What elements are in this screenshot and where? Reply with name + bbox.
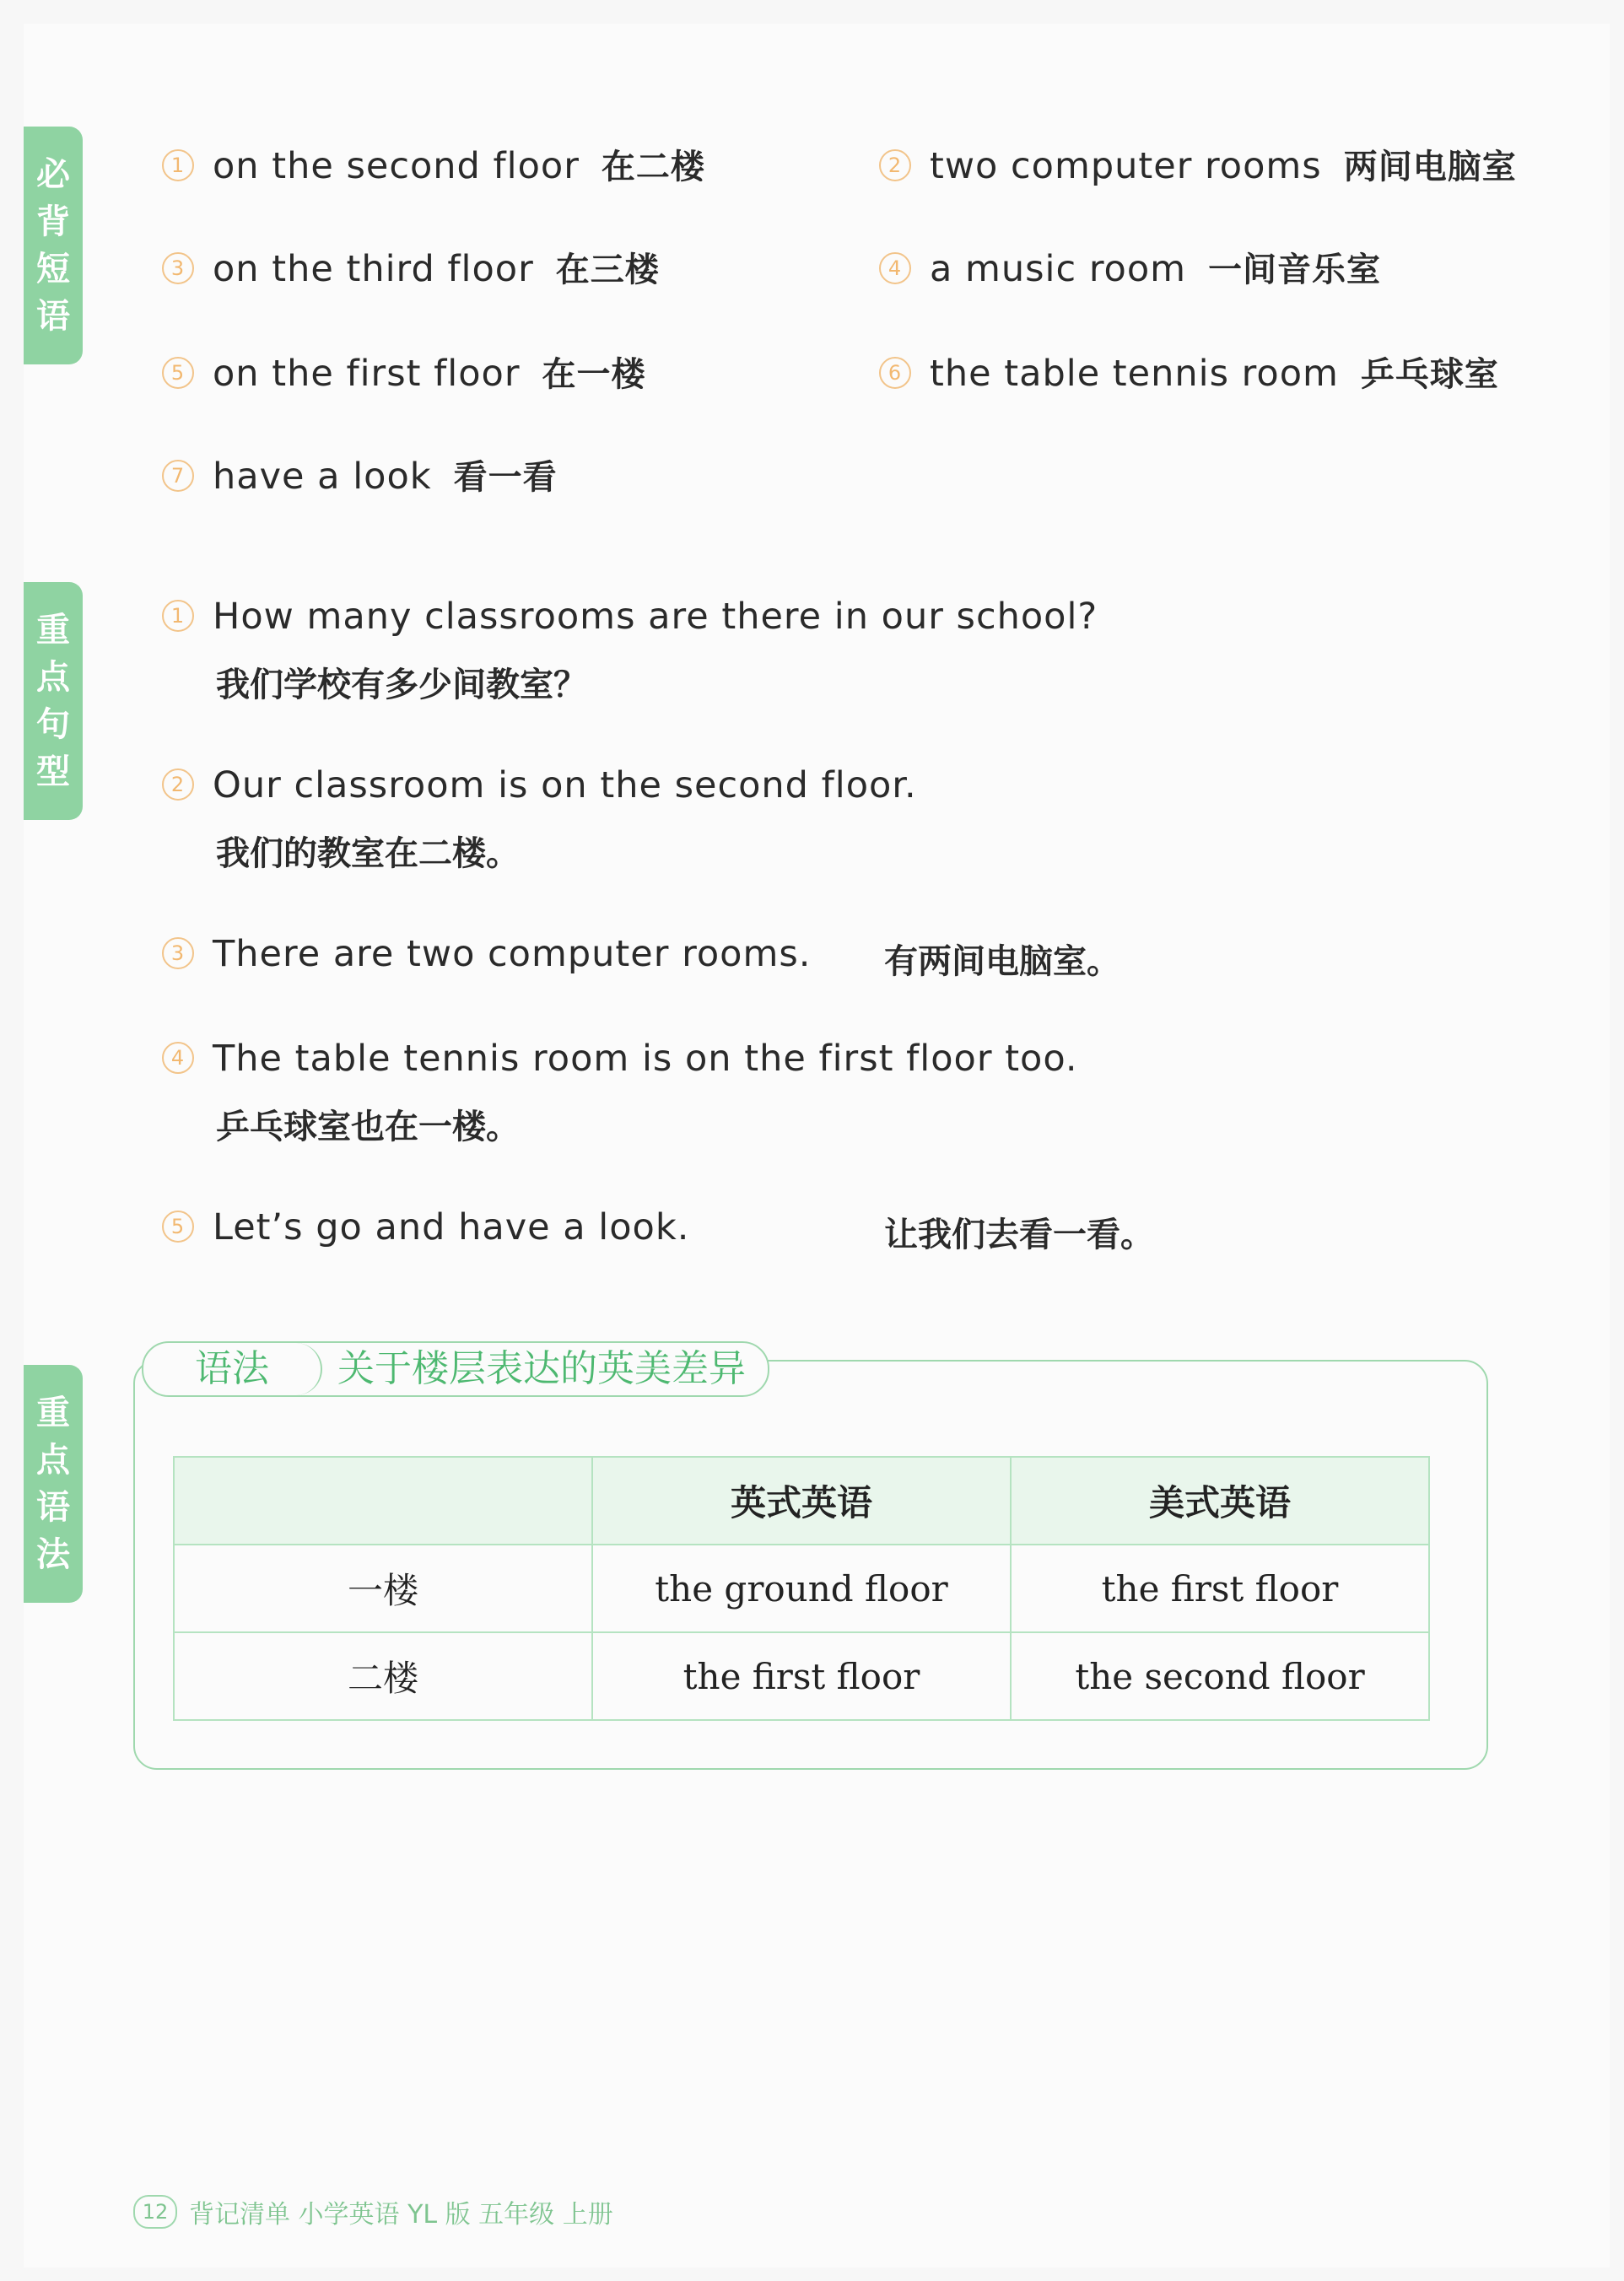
tab-char: 点	[36, 1441, 70, 1480]
number-badge: 5	[162, 1211, 194, 1243]
sentence-en: There are two computer rooms.	[213, 933, 812, 975]
tab-char: 点	[36, 658, 70, 697]
table-cell: the first floor	[1011, 1545, 1429, 1632]
phrase-cn: 在三楼	[555, 251, 660, 289]
table-cell: the ground floor	[592, 1545, 1011, 1632]
number-badge: 2	[162, 768, 194, 801]
sentence-item	[162, 1038, 1078, 1080]
table-header-row	[174, 1457, 1429, 1545]
sentence-cn: 让我们去看一看。	[884, 1216, 1154, 1254]
phrase-item	[162, 450, 558, 499]
phrase-cn: 两间电脑室	[1343, 148, 1517, 186]
sentence-cn: 乒乓球室也在一楼。	[216, 1108, 520, 1146]
column-header: 英式英语	[592, 1457, 1011, 1545]
table-cell: 一楼	[174, 1545, 592, 1632]
sentence-item	[162, 596, 1098, 638]
phrase-item	[162, 243, 660, 291]
phrase-en: on the first floor	[213, 353, 521, 395]
tab-char: 句	[36, 705, 70, 744]
table-cell: 二楼	[174, 1632, 592, 1720]
phrase-cn: 在一楼	[542, 355, 646, 394]
phrase-cn: 在二楼	[601, 148, 705, 186]
phrase-cn: 乒乓球室	[1360, 355, 1499, 394]
grammar-title: 关于楼层表达的英美差异	[337, 1347, 746, 1390]
table-cell: the first floor	[592, 1632, 1011, 1720]
phrase-en: the table tennis room	[930, 353, 1339, 395]
tab-char: 法	[36, 1535, 70, 1574]
number-badge: 4	[879, 252, 911, 284]
phrase-en: have a look	[213, 456, 432, 498]
phrase-cn: 看一看	[453, 458, 558, 497]
number-badge: 4	[162, 1042, 194, 1074]
number-badge: 3	[162, 252, 194, 284]
sentence-en: How many classrooms are there in our school?	[213, 596, 1098, 638]
sentence-cn: 有两间电脑室。	[884, 942, 1120, 981]
section-tab-phrases	[24, 127, 83, 364]
sentence-cn: 我们的教室在二楼。	[216, 834, 520, 873]
footer-text: 背记清单 小学英语 YL 版 五年级 上册	[189, 2200, 613, 2230]
table-cell: the second floor	[1011, 1632, 1429, 1720]
tab-char: 语	[36, 1488, 70, 1527]
number-badge: 2	[879, 149, 911, 181]
sentence-item	[162, 764, 917, 806]
table-row	[174, 1545, 1429, 1632]
page-footer	[133, 2193, 613, 2230]
phrase-item	[162, 348, 646, 396]
sentence-en: Our classroom is on the second floor.	[213, 764, 917, 806]
section-tab-grammar	[24, 1365, 83, 1603]
tab-char: 重	[36, 611, 70, 650]
phrase-cn: 一间音乐室	[1208, 251, 1382, 289]
number-badge: 1	[162, 149, 194, 181]
tab-char: 背	[36, 202, 70, 241]
number-badge: 3	[162, 937, 194, 969]
tab-char: 重	[36, 1394, 70, 1432]
sentence-item	[162, 933, 811, 975]
tab-char: 语	[36, 297, 70, 336]
page-number: 12	[133, 2195, 177, 2229]
table-row	[174, 1632, 1429, 1720]
sentence-item	[162, 1206, 689, 1248]
number-badge: 7	[162, 460, 194, 492]
phrase-item	[162, 140, 705, 188]
phrase-item	[879, 243, 1381, 291]
phrase-en: on the third floor	[213, 248, 534, 290]
tab-char: 必	[36, 155, 70, 194]
phrase-item	[879, 348, 1499, 396]
number-badge: 5	[162, 357, 194, 389]
phrase-en: a music room	[930, 248, 1187, 290]
sentence-en: Let’s go and have a look.	[213, 1206, 690, 1248]
grammar-table	[173, 1456, 1430, 1721]
phrase-en: two computer rooms	[930, 145, 1322, 187]
column-header	[174, 1457, 592, 1545]
column-header: 美式英语	[1011, 1457, 1429, 1545]
phrase-en: on the second floor	[213, 145, 580, 187]
tab-char: 短	[36, 250, 70, 288]
section-tab-sentences	[24, 582, 83, 820]
grammar-heading	[142, 1341, 769, 1397]
phrase-item	[879, 140, 1517, 188]
number-badge: 1	[162, 600, 194, 632]
grammar-label: 语法	[143, 1343, 322, 1395]
tab-char: 型	[36, 752, 70, 791]
number-badge: 6	[879, 357, 911, 389]
sentence-cn: 我们学校有多少间教室？	[216, 666, 587, 704]
sentence-en: The table tennis room is on the first floor too.	[213, 1038, 1078, 1080]
